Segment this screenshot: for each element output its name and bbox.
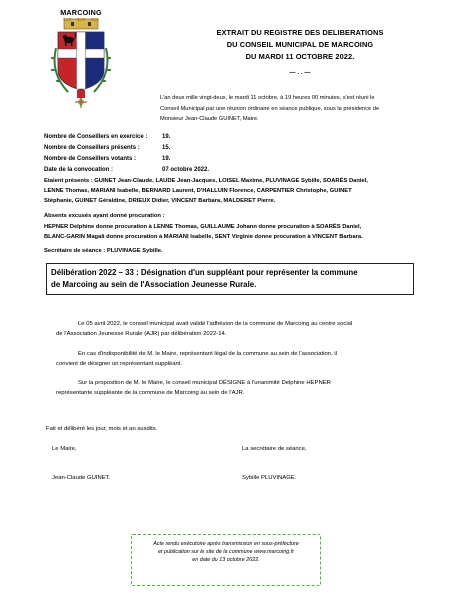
secretaire-de-seance: Secrétaire de séance : PLUVINAGE Sybille.	[44, 248, 163, 254]
roster-convocation-label: Date de la convocation :	[44, 167, 114, 173]
paragraph-3-line1: Sur la proposition de M. le Maire, le conseil municipal DÉSIGNE à l'unanimité Delphine HEPNER	[78, 380, 331, 386]
roster-exercice-label: Nombre de Conseillers en exercice :	[44, 134, 148, 140]
paragraph-2-line1: En cas d'indisponibilité de M. le Maire, représentant légal de la commune au sein de l'association, il	[78, 351, 337, 357]
paragraph-2	[56, 350, 416, 370]
roster-presents	[44, 145, 171, 151]
presents-line: Etaient présents : GUINET Jean-Claude, LAUDE Jean-Jacques, LOISEL Maxime, PLUVINAGE Sybille, SOARÈS Daniel,	[44, 178, 368, 184]
roster-presents-value: 15.	[162, 145, 171, 151]
roster-presents-label: Nombre de Conseillers présents :	[44, 145, 140, 151]
executory-notice-line2: et publication sur le site de la commune www.marcoing.fr	[157, 549, 295, 555]
roster-convocation	[44, 167, 210, 173]
executory-notice-line1: Acte rendu exécutoire après transmission en sous-préfecture	[153, 541, 299, 547]
intro-line2: Conseil Municipal par une réunion ordinaire en séance publique, sous la présidence de	[160, 105, 380, 112]
intro-paragraph	[160, 95, 442, 124]
intro-line3: Monsieur Jean-Claude GUINET, Maire.	[160, 116, 259, 122]
roster-convocation-value: 07 octobre 2022.	[162, 167, 210, 173]
executory-notice	[132, 535, 320, 564]
maire-name: Jean-Claude GUINET.	[52, 475, 111, 481]
paragraph-1-line1: Le 05 avril 2022, le conseil municipal avait validé l'adhésion de la commune de Marcoing au centre social	[78, 321, 353, 327]
roster-exercice-value: 19.	[162, 134, 171, 140]
deliberation-title-line1: Délibération 2022 – 33 : Désignation d'un suppléant pour représenter la commune	[51, 268, 358, 277]
absents-line: BLANC-GARIN Magali donne procuration à MARIANI Isabelle, SENT Virginie donne procuration à VINCENT Barbara.	[44, 234, 363, 240]
deliberation-title-box	[46, 263, 414, 295]
fait-et-delibere: Fait et délibéré les jour, mois et an susdits.	[46, 426, 158, 432]
document-title-line3: DU MARDI 11 OCTOBRE 2022.	[245, 52, 355, 61]
absents-section	[44, 211, 424, 243]
paragraph-2-line2: convient de désigner un représentant suppléant.	[56, 360, 183, 367]
document-title-line1: EXTRAIT DU REGISTRE DES DELIBERATIONS	[216, 28, 384, 37]
roster-exercice	[44, 134, 171, 140]
coat-of-arms-logo	[48, 8, 114, 116]
presents-list	[44, 176, 416, 206]
coat-of-arms-emblem	[48, 18, 114, 116]
roster-votants	[44, 156, 171, 162]
executory-notice-box	[131, 534, 321, 586]
paragraph-1-line2: de l'Association Jeunesse Rurale (AJR) par délibération 2022-14.	[56, 330, 227, 337]
presents-line: LENNE Thomas, MARIANI Isabelle, BERNARD Laurent, D'HALLUIN Florence, CARPENTIER Christophe, GUINET	[44, 188, 352, 194]
paragraph-3	[56, 379, 416, 399]
intro-line1: L'an deux mille vingt-deux, le mardi 11 octobre, à 19 heures 00 minutes, s'est réuni le	[160, 95, 375, 101]
document-title-line2: DU CONSEIL MUNICIPAL DE MARCOING	[226, 40, 374, 49]
presents-line: Stéphanie, GUINET Géraldine, DRIEUX Didier, VINCENT Barbara, MALDERET Pierre.	[44, 198, 276, 204]
paragraph-1	[56, 320, 416, 340]
coat-of-arms-name: MARCOING	[60, 8, 102, 17]
absents-line: HEPNER Delphine donne procuration à LENNE Thomas, GUILLAUME Johann donne procuration à SOARÈS Daniel,	[44, 223, 362, 230]
roster-votants-label: Nombre de Conseillers votants :	[44, 156, 137, 162]
roster-votants-value: 19.	[162, 156, 171, 162]
deliberation-title	[47, 264, 413, 290]
maire-label: Le Maire,	[52, 446, 77, 452]
title-separator: — . . —	[289, 70, 311, 76]
executory-notice-line3: en date du 13 octobre 2022.	[192, 557, 260, 563]
deliberation-title-line2: de Marcoing au sein de l'Association Jeunesse Rurale.	[51, 279, 257, 289]
secretaire-name: Sybille PLUVINAGE.	[242, 475, 297, 481]
secretaire-label: La secrétaire de séance,	[242, 446, 307, 452]
absents-heading: Absents excusés ayant donné procuration :	[44, 213, 165, 219]
paragraph-3-line2: représentante suppléante de la commune de Marcoing au sein de l'AJR.	[56, 389, 245, 396]
